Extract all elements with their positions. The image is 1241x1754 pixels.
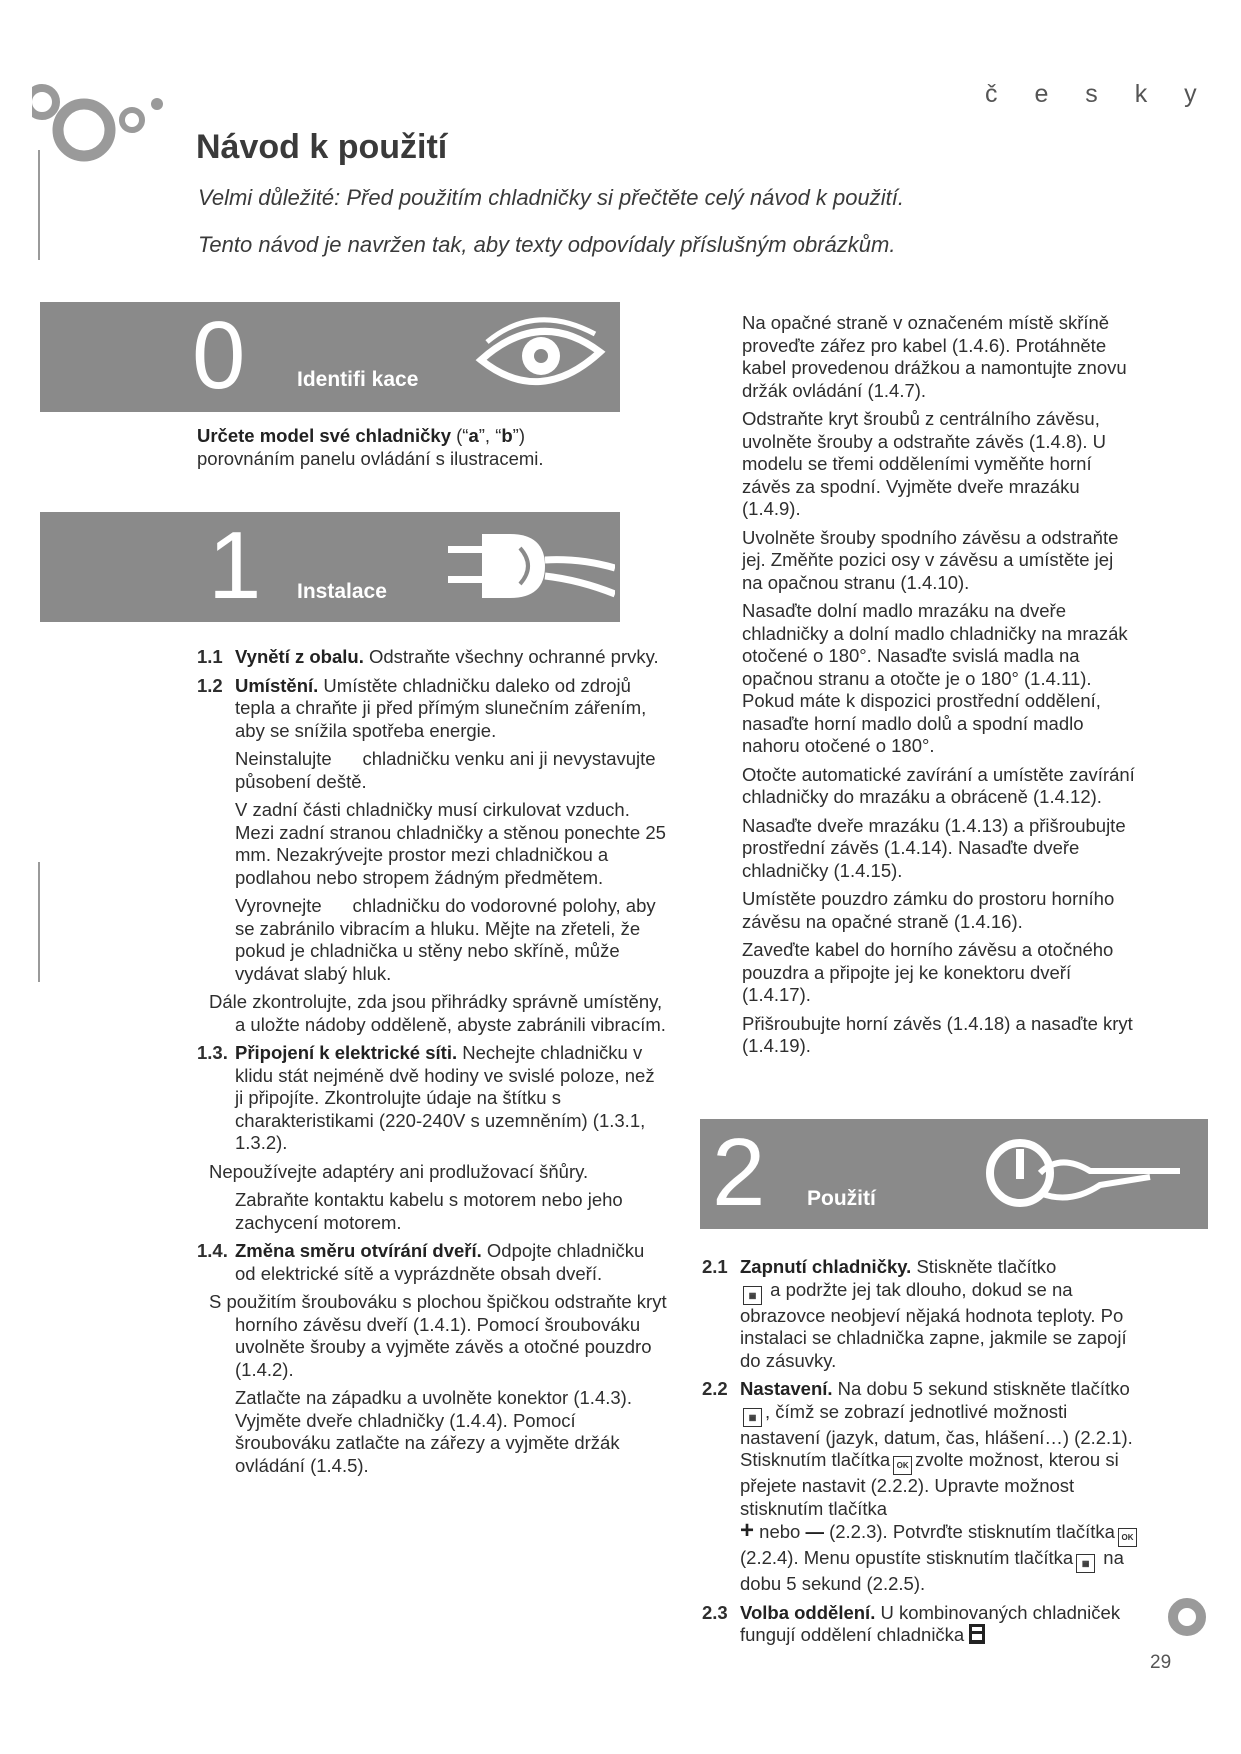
item-number: 2.3 [702, 1601, 728, 1623]
item-body: , čímž se zobrazí jednotlivé možnosti nastavení (jazyk, datum, čas, hlášení…) (2.2.1). Stisknutím tlačítka [740, 1400, 1133, 1470]
section-band-identification [40, 302, 620, 412]
plus-key-icon: + [740, 1517, 755, 1544]
page-title: Návod k použití [196, 128, 448, 166]
paragraph: Uvolněte šrouby spodního závěsu a odstraňte jej. Změňte pozici osy v závěsu a umístěte jej na opačnou stranu (1.4.10). [742, 526, 1119, 593]
item-title: Volba oddělení. [740, 1601, 876, 1623]
paragraph: Zaveďte kabel do horního závěsu a otočného pouzdra a připojte jej ke konektoru dveří (1.4.17). [742, 939, 1114, 1005]
item-title: Změna směru otvírání dveří. [235, 1240, 482, 1261]
model-a: a [468, 425, 479, 446]
item-1-2 [197, 675, 667, 743]
identify-quote: ”) [512, 425, 525, 446]
item-number: 2.1 [702, 1256, 728, 1277]
item-2-3 [702, 1602, 1140, 1647]
item-body: Nechejte chladničku v klidu stát nejméně dvě hodiny ve svislé poloze, než ji připojíte. Zkontrolujte údaje na štítku s charakteristikami (220-240V s uzemněním) (1.3.1, 1.3.2). [235, 1042, 655, 1153]
item-number: 1.4. [197, 1240, 228, 1261]
item-body: a podržte jej tak dlouho, dokud se na obrazovce neobjeví nějaká hodnota teploty. Po instalaci se chladnička zapne, jakmile se zapojí do zásuvky. [740, 1278, 1127, 1371]
paragraph: Umístěte pouzdro zámku do prostoru horního závěsu na opačné straně (1.4.16). [742, 888, 1115, 932]
item-body: Na dobu 5 sekund stiskněte tlačítko [832, 1378, 1130, 1399]
item-1-1 [197, 646, 667, 669]
paragraph: Vyrovnejte chladničku do vodorovné polohy, aby se zabránilo vibracím a hluku. Mějte na zřeteli, že pokud je chladnička u stěny nebo skříně, může vydávat slabý hluk. [235, 895, 661, 984]
item-number: 1.3. [197, 1042, 228, 1063]
language-label: č e s k y [985, 80, 1212, 108]
paragraph: Odstraňte kryt šroubů z centrálního závěsu, uvolněte šrouby a odstraňte závěs (1.4.8). U modelu se třemi odděleními vyměňte horní závěs za spodní. Vyjměte dveře mrazáku (1.4.9). [742, 408, 1107, 519]
paragraph: Dále zkontrolujte, zda jsou přihrádky správně umístěny, a uložte nádoby odděleně, abyste zabránili vibracím. [209, 991, 666, 1035]
item-title: Zapnutí chladničky. [740, 1256, 912, 1277]
item-body: Stiskněte tlačítko [911, 1256, 1057, 1277]
item-body: Odpojte chladničku od elektrické sítě a vyprázdněte obsah dveří. [235, 1240, 645, 1284]
item-2-1 [702, 1256, 1140, 1372]
item-body: Umístěte chladničku daleko od zdrojů tepla a chraňte ji před přímým slunečním zářením, aby se snížila spotřeba energie. [235, 674, 647, 741]
item-title: Nastavení. [740, 1378, 833, 1399]
item-number: 2.2 [702, 1378, 728, 1399]
paragraph: Přišroubujte horní závěs (1.4.18) a nasaďte kryt (1.4.19). [742, 1012, 1133, 1056]
identify-quote: (“ [450, 425, 469, 446]
menu-key-icon: ▦ [1076, 1554, 1095, 1573]
paragraph: Otočte automatické zavírání a umístěte zavírání chladničky do mrazáku a obráceně (1.4.12). [742, 763, 1135, 807]
item-1-4 [197, 1240, 667, 1285]
section-number: 0 [192, 302, 246, 409]
ok-key-icon: OK [1118, 1528, 1137, 1547]
door-reversal-text [742, 312, 1137, 1064]
item-body: Odstraňte všechny ochranné prvky. [363, 646, 659, 667]
brand-circles-logo [32, 82, 172, 182]
item-2-2 [702, 1378, 1140, 1596]
section-band-use [700, 1119, 1208, 1229]
identify-line2: porovnáním panelu ovládání s ilustracemi. [197, 447, 544, 469]
paragraph: Nasaďte dolní madlo mrazáku na dveře chladničky a dolní madlo chladničky na mrazák otočené o 180°. Nasaďte svislá madla na opačnou stranu a otočte je o 180° (1.4.11). Pokud máte k dispozici prostřední oddělení, nasaďte horní madlo dolů a spodní madlo nahoru otočené o 180°. [742, 600, 1128, 756]
paragraph: Neinstalujte chladničku venku ani ji nevystavujte působení deště. [235, 748, 661, 792]
decorative-ring-icon [1168, 1598, 1206, 1636]
section-number: 1 [208, 512, 262, 619]
intro-note: Tento návod je navržen tak, aby texty odpovídaly příslušným obrázkům. [198, 232, 896, 257]
identify-quote: ”, “ [478, 425, 502, 446]
paragraph: Nepoužívejte adaptéry ani prodlužovací šňůry. [209, 1160, 589, 1182]
menu-key-icon: ▦ [743, 1286, 762, 1305]
item-body: (2.2.3). Potvrďte stisknutím tlačítka [823, 1521, 1115, 1542]
item-number: 1.1 [197, 646, 223, 667]
item-1-3 [197, 1042, 667, 1155]
paragraph: Nasaďte dveře mrazáku (1.4.13) a přišroubujte prostřední závěs (1.4.14). Nasaďte dveře chladničky (1.4.15). [742, 814, 1126, 881]
identify-bold: Určete model své chladničky [197, 425, 451, 446]
item-title: Připojení k elektrické síti. [235, 1042, 458, 1063]
menu-key-icon: ▦ [743, 1408, 762, 1427]
item-body: nebo [754, 1521, 806, 1542]
ok-key-icon: OK [893, 1456, 912, 1475]
page-number: 29 [1150, 1652, 1172, 1673]
item-title: Umístění. [235, 674, 319, 696]
item-number: 1.2 [197, 674, 223, 696]
installation-text [197, 646, 667, 1483]
paragraph: Zabraňte kontaktu kabelu s motorem nebo jeho zachycení motorem. [235, 1189, 623, 1233]
item-body: zvolte možnost, kterou si přejete nastavit (2.2.2). Upravte možnost stisknutím tlačítka [740, 1449, 1119, 1519]
margin-rule [38, 150, 40, 260]
intro-important: Velmi důležité: Před použitím chladničky si přečtěte celý návod k použití. [198, 185, 904, 210]
section-band-installation [40, 512, 620, 622]
identify-text [197, 425, 597, 470]
eye-icon [475, 312, 615, 402]
fridge-compartment-icon [969, 1624, 985, 1644]
use-text [702, 1256, 1140, 1653]
item-title: Vynětí z obalu. [235, 646, 364, 667]
item-body: na dobu 5 sekund (2.2.5). [740, 1547, 1124, 1594]
plug-icon [440, 524, 615, 612]
paragraph: S použitím šroubováku s plochou špičkou odstraňte kryt horního závěsu dveří (1.4.1). Pomocí šroubováku uvolněte šrouby a vyjměte závěs a otočné pouzdro (1.4.2). [209, 1291, 667, 1380]
paragraph: Zatlačte na západku a uvolněte konektor (1.4.3). Vyjměte dveře chladničky (1.4.4). Pomocí šroubováku zatlačte na zářezy a vyjměte držák ovládání (1.4.5). [235, 1387, 632, 1476]
section-label: Instalace [297, 580, 387, 603]
section-label: Identifi kace [297, 368, 419, 391]
paragraph: Na opačné straně v označeném místě skříně proveďte zářez pro kabel (1.4.6). Protáhněte kabel provedenou drážkou a namontujte znovu držák ovládání (1.4.7). [742, 312, 1127, 401]
model-b: b [501, 425, 513, 446]
item-body: (2.2.4). Menu opustíte stisknutím tlačítka [740, 1547, 1074, 1568]
margin-rule [38, 862, 40, 982]
paragraph: V zadní části chladničky musí cirkulovat vzduch. Mezi zadní stranou chladničky a stěnou ponechte 25 mm. Nezakrývejte prostor mezi chladničkou a podlahou nebo stropem žádným předmětem. [235, 799, 666, 888]
finger-press-icon [980, 1133, 1190, 1219]
section-label: Použití [807, 1187, 876, 1210]
minus-key-icon: — [805, 1521, 824, 1542]
section-number: 2 [712, 1119, 766, 1226]
item-body: U kombinovaných chladniček fungují oddělení chladnička [740, 1601, 1121, 1645]
